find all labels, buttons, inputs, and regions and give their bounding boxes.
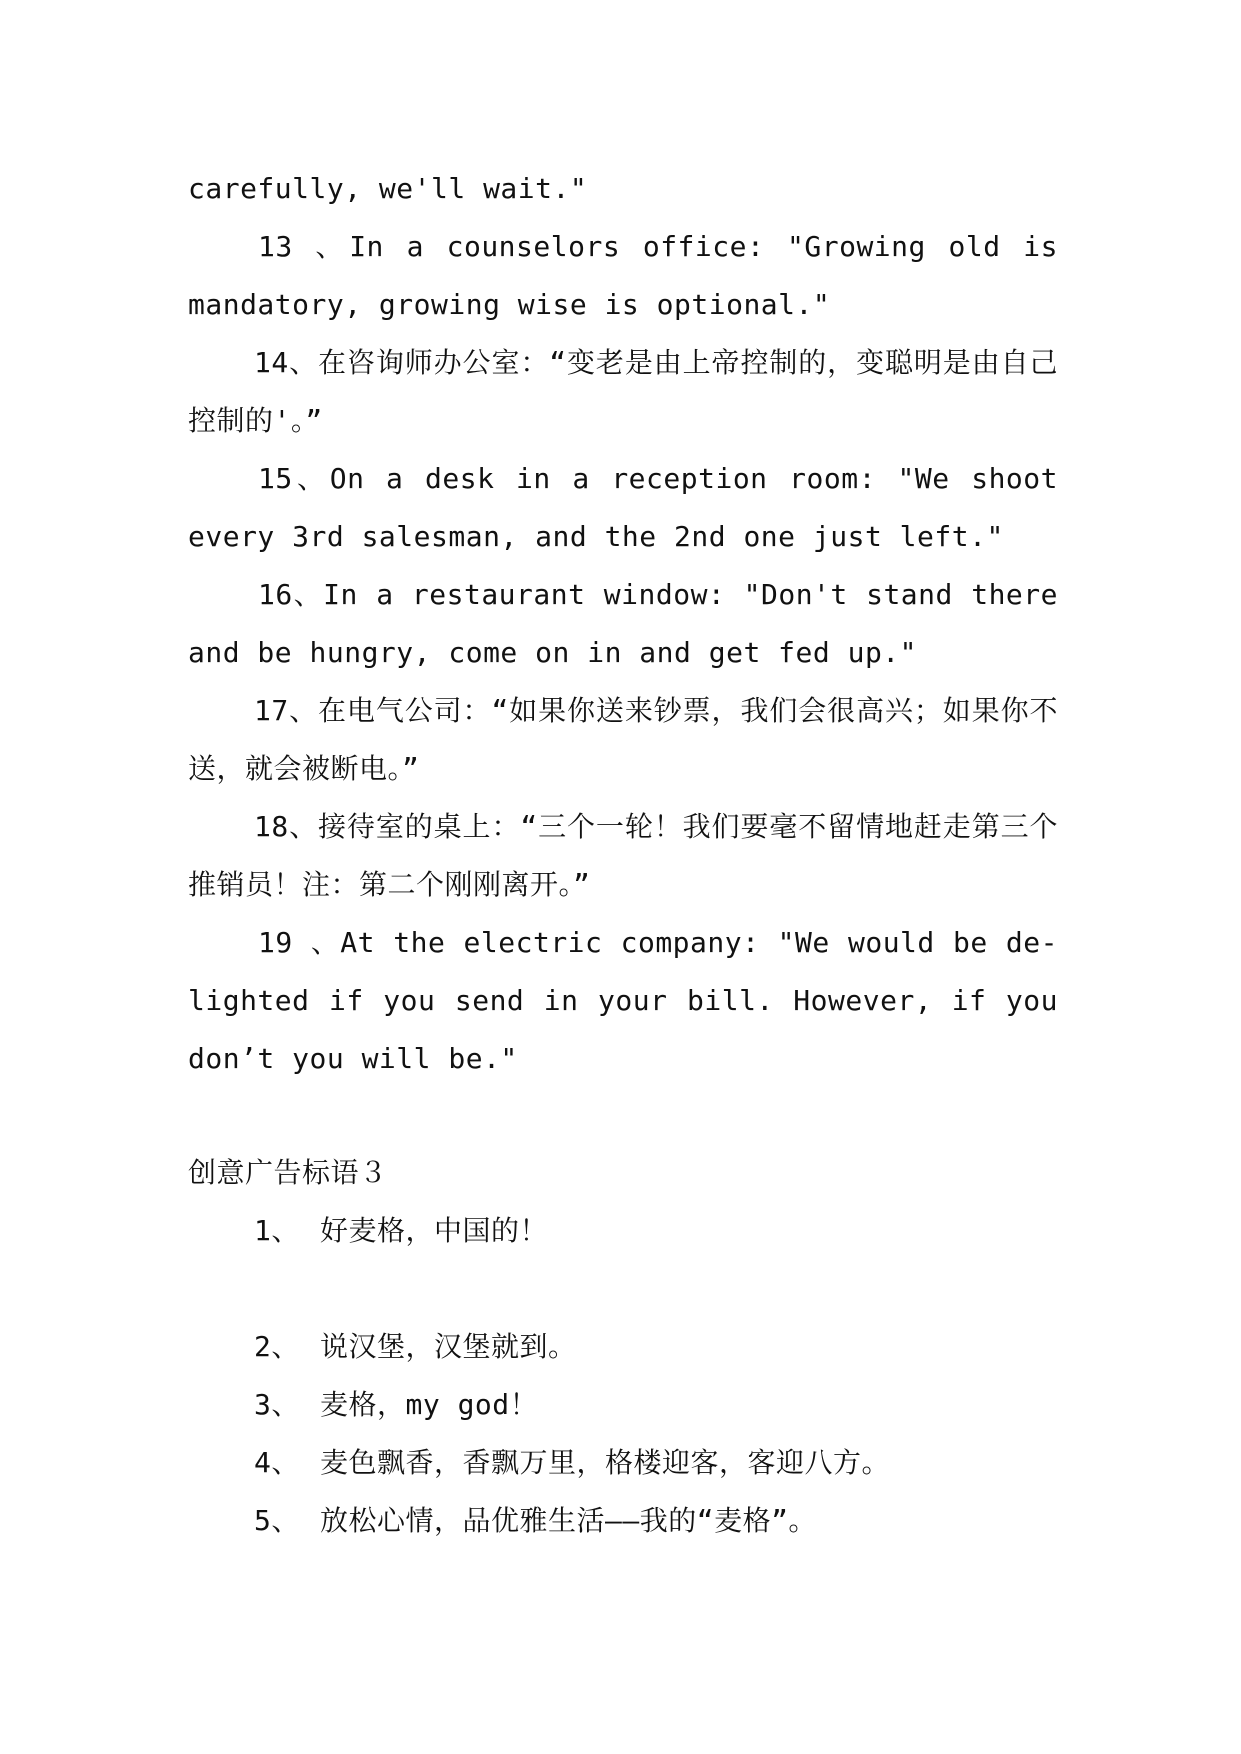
slogan-text: 麦色飘香，香飘万里，格楼迎客，客迎八方。 — [320, 1446, 891, 1479]
paragraph-item-19: 19 、At the electric company: "We would be de-lighted if you send in your bill. However, if you don’t you will be." — [188, 926, 1058, 1075]
slogan-item-4 — [188, 1434, 1058, 1492]
slogan-number: 5、 — [254, 1504, 300, 1537]
paragraph-item-15: 15、On a desk in a reception room: "We shoot every 3rd salesman, and the 2nd one just left." — [188, 462, 1058, 553]
slogan-item-2 — [188, 1318, 1058, 1376]
slogan-number: 3、 — [254, 1388, 300, 1421]
slogan-number: 2、 — [254, 1330, 300, 1363]
slogan-item-1 — [188, 1202, 1058, 1260]
slogan-number: 1、 — [254, 1214, 300, 1247]
section-heading: 创意广告标语３ — [188, 1156, 388, 1189]
slogan-item-5 — [188, 1492, 1058, 1550]
slogan-text: 说汉堡，汉堡就到。 — [320, 1330, 577, 1363]
paragraph-item-16: 16、In a restaurant window: "Don't stand there and be hungry, come on in and get fed up." — [188, 578, 1058, 669]
blank-line — [188, 1260, 1058, 1318]
slogan-text: 麦格，my god！ — [320, 1388, 539, 1421]
paragraph-item-18: 18、接待室的桌上：“三个一轮！我们要毫不留情地赶走第三个推销员！注：第二个刚刚离开。” — [188, 810, 1058, 901]
slogan-number: 4、 — [254, 1446, 300, 1479]
paragraph-continuation: carefully, we'll wait." — [188, 172, 588, 205]
paragraph-item-17: 17、在电气公司：“如果你送来钞票，我们会很高兴；如果你不送，就会被断电。” — [188, 694, 1058, 785]
slogan-text: 放松心情，品优雅生活——我的“麦格”。 — [320, 1504, 817, 1537]
document-body — [188, 160, 1058, 1550]
paragraph-item-13: 13 、In a counselors office: "Growing old is mandatory, growing wise is optional." — [188, 230, 1058, 321]
paragraph-item-14: 14、在咨询师办公室：“变老是由上帝控制的，变聪明是由自己控制的'。” — [188, 346, 1058, 437]
slogan-text: 好麦格，中国的！ — [320, 1214, 549, 1247]
slogan-item-3 — [188, 1376, 1058, 1434]
